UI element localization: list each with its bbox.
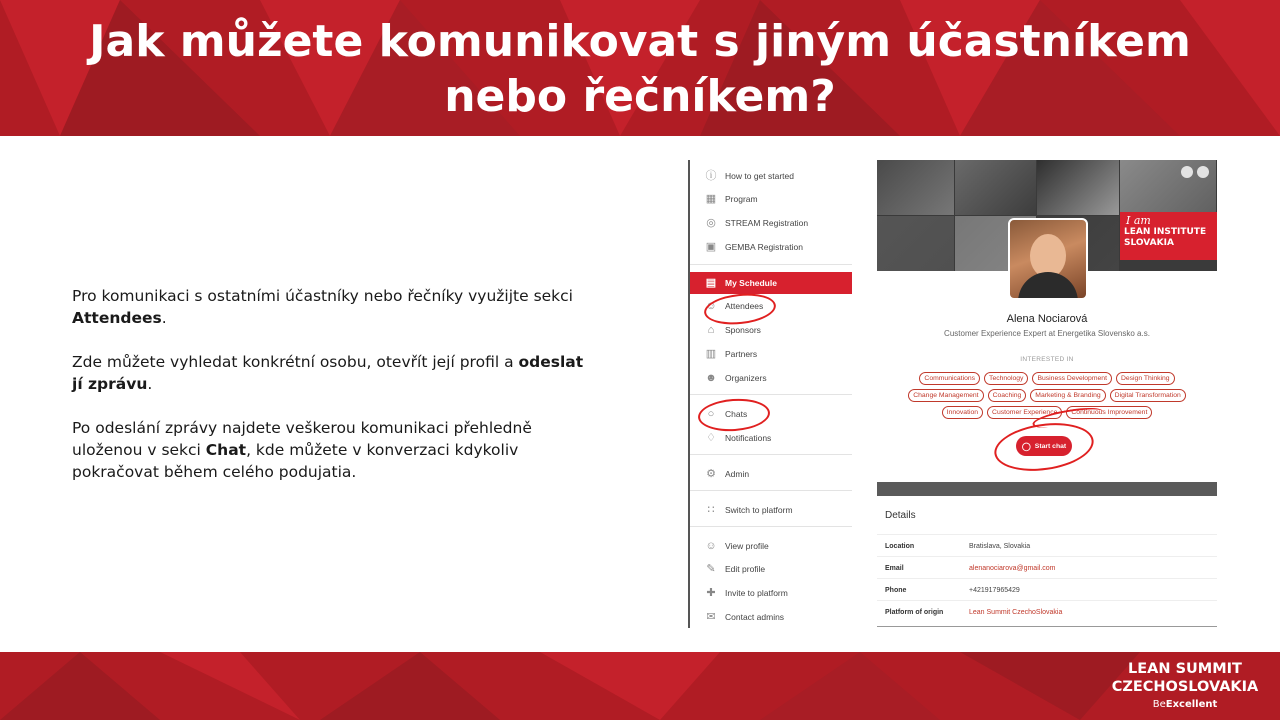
banner-photo <box>877 160 954 215</box>
logo-be: Be <box>1152 699 1166 710</box>
sidebar-item-label: Chats <box>725 409 748 419</box>
paragraph-message <box>72 351 592 395</box>
banner-photo <box>1037 160 1119 215</box>
interested-label: INTERESTED IN <box>1020 356 1074 363</box>
target-icon: ◎ <box>706 217 716 229</box>
interest-tag[interactable]: Continuous Improvement <box>1066 406 1152 419</box>
sidebar-item-label: Edit profile <box>725 564 766 574</box>
p1-text: Pro komunikaci s ostatními účastníky nebo řečníky využijte sekci <box>72 287 573 305</box>
sidebar-item-my-schedule[interactable] <box>690 272 852 294</box>
p3-end: , kde můžete v konverzaci kdykoliv pokračovat během celého podujatia. <box>72 441 519 481</box>
profile-role: Customer Experience Expert at Energetika Slovensko a.s. <box>944 329 1150 338</box>
sidebar-item-label: Admin <box>725 469 750 479</box>
p2-end: . <box>147 375 153 393</box>
brand-iam: I am <box>1126 214 1151 227</box>
instructions-text <box>72 285 592 505</box>
sidebar-divider <box>690 264 852 265</box>
sidebar-item-label: Sponsors <box>725 325 761 335</box>
brand-box <box>1120 212 1217 260</box>
avatar <box>1008 218 1088 300</box>
briefcase-icon: ▤ <box>705 277 717 289</box>
interest-tag[interactable]: Change Management <box>908 389 983 402</box>
sidebar-item-label: Organizers <box>725 373 767 383</box>
mail-icon: ✉ <box>706 611 716 623</box>
logo-tagline <box>1100 698 1270 712</box>
user-plus-icon: ✚ <box>706 587 716 599</box>
sidebar-divider <box>690 454 852 455</box>
interest-tag[interactable]: Technology <box>984 372 1028 385</box>
sidebar-item-invite-to-platform[interactable] <box>690 582 852 604</box>
divider <box>877 626 1217 627</box>
footer-band <box>0 652 1280 720</box>
p3-text: Po odeslání zprávy najdete veškerou komunikaci přehledně uloženou v sekci <box>72 419 532 459</box>
screen-icon: ▣ <box>705 241 717 253</box>
footer-logo <box>1100 660 1270 712</box>
sidebar-divider <box>690 394 852 395</box>
sidebar-item-partners[interactable] <box>690 343 852 365</box>
detail-key: Phone <box>885 586 907 594</box>
p3-bold: Chat <box>205 441 247 459</box>
sidebar-item-sponsors[interactable] <box>690 319 852 341</box>
details-title: Details <box>885 510 916 521</box>
title-line-2: nebo řečníkem? <box>444 71 836 122</box>
sidebar-divider <box>690 526 852 527</box>
photo-strip <box>877 482 1217 496</box>
interest-tag[interactable]: Customer Experience <box>987 406 1062 419</box>
detail-row <box>877 578 1217 601</box>
sidebar-item-how-to-get-started[interactable] <box>690 165 852 187</box>
calendar-icon: ▦ <box>705 193 717 205</box>
sidebar-item-program[interactable] <box>690 188 852 210</box>
sidebar-item-contact-admins[interactable] <box>690 606 852 628</box>
logo-line2: CZECHOSLOVAKIA <box>1111 679 1259 695</box>
sidebar-divider <box>690 490 852 491</box>
logo-line1: LEAN SUMMIT <box>1128 661 1242 677</box>
detail-key: Email <box>885 564 904 572</box>
tag-row <box>877 389 1217 402</box>
detail-value[interactable]: alenanociarova@gmail.com <box>969 564 1056 572</box>
sidebar-item-view-profile[interactable] <box>690 535 852 557</box>
profile-name: Alena Nociarová <box>1006 313 1088 325</box>
pencil-icon: ✎ <box>706 563 716 575</box>
sidebar-item-label: STREAM Registration <box>725 218 809 228</box>
sidebar-item-label: Partners <box>725 349 758 359</box>
chat-icon: ◯ <box>1021 441 1031 451</box>
detail-row <box>877 600 1217 623</box>
brand-line1: LEAN INSTITUTE <box>1124 227 1207 237</box>
detail-row <box>877 556 1217 579</box>
info-icon: ⓘ <box>705 170 717 182</box>
interest-tag[interactable]: Digital Transformation <box>1110 389 1186 402</box>
sidebar-item-label: Program <box>725 194 758 204</box>
title-line-1: Jak můžete komunikovat s jiným účastníkem <box>89 16 1191 67</box>
team-icon: ☻ <box>705 372 717 384</box>
sidebar-item-label: Attendees <box>725 301 764 311</box>
sidebar-item-edit-profile[interactable] <box>690 558 852 580</box>
brand-line2: SLOVAKIA <box>1124 238 1174 248</box>
building-icon: ▥ <box>705 348 717 360</box>
detail-value: Bratislava, Slovakia <box>969 542 1031 550</box>
interest-tag[interactable]: Marketing & Branding <box>1030 389 1105 402</box>
p1-bold: Attendees <box>72 309 162 327</box>
detail-key: Platform of origin <box>885 608 944 616</box>
sidebar-item-organizers[interactable] <box>690 367 852 389</box>
sidebar-item-label: View profile <box>725 541 769 551</box>
banner-photo <box>877 216 954 271</box>
chat-icon: ○ <box>707 408 715 420</box>
sidebar-item-admin[interactable] <box>690 463 852 485</box>
interest-tag[interactable]: Innovation <box>942 406 983 419</box>
detail-key: Location <box>885 542 915 550</box>
paragraph-chat <box>72 417 592 483</box>
sidebar-item-label: My Schedule <box>725 278 777 288</box>
detail-value[interactable]: Lean Summit CzechoSlovakia <box>969 608 1063 616</box>
interest-tag[interactable]: Business Development <box>1032 372 1112 385</box>
sidebar-item-label: How to get started <box>725 171 794 181</box>
interest-tag[interactable]: Design Thinking <box>1116 372 1175 385</box>
users-icon: ☺ <box>705 300 717 312</box>
page-title <box>0 14 1280 124</box>
sidebar-item-gemba-registration[interactable] <box>690 236 852 258</box>
detail-row <box>877 534 1217 557</box>
p2-text: Zde můžete vyhledat konkrétní osobu, otevřít její profil a <box>72 353 519 371</box>
paragraph-attendees <box>72 285 592 329</box>
grid-icon: ∷ <box>707 504 715 516</box>
user-icon: ☺ <box>705 540 717 552</box>
app-sidebar <box>688 160 852 628</box>
p1-end: . <box>161 309 167 327</box>
footer-pattern <box>0 652 1280 720</box>
interest-tag[interactable]: Communications <box>919 372 980 385</box>
close-icon[interactable] <box>1197 166 1209 178</box>
logo-excellent: Excellent <box>1165 699 1218 710</box>
sidebar-item-notifications[interactable] <box>690 427 852 449</box>
sidebar-item-label: Contact admins <box>725 612 785 622</box>
gears-icon: ⚙ <box>706 468 716 480</box>
share-icon[interactable] <box>1181 166 1193 178</box>
tag-row <box>877 372 1217 385</box>
bank-icon: ⌂ <box>707 324 715 336</box>
sidebar-item-label: Invite to platform <box>725 588 788 598</box>
bell-icon: ♢ <box>706 432 716 444</box>
start-chat-label: Start chat <box>1034 442 1067 450</box>
detail-value: +421917965429 <box>969 586 1020 594</box>
sidebar-item-label: GEMBA Registration <box>725 242 803 252</box>
sidebar-item-stream-registration[interactable] <box>690 212 852 234</box>
banner-photo <box>955 160 1036 215</box>
interest-tag[interactable]: Coaching <box>988 389 1027 402</box>
p2-bold: odeslat jí zprávu <box>72 353 584 393</box>
sidebar-item-label: Notifications <box>725 433 772 443</box>
profile-panel <box>877 160 1217 628</box>
sidebar-item-label: Switch to platform <box>725 505 793 515</box>
sidebar-item-switch-to-platform[interactable] <box>690 499 852 521</box>
